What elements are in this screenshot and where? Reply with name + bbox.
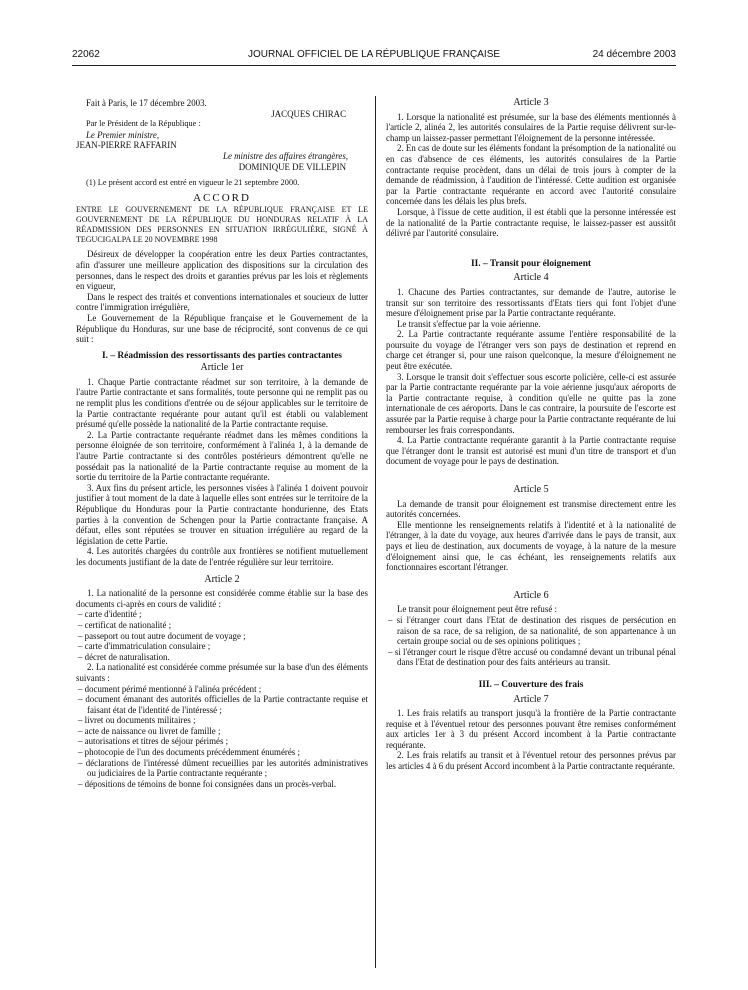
article-2-heading: Article 2 [204,573,240,585]
section-2-heading: II. – Transit pour éloignement [470,258,592,269]
article-4-para-3: 2. La Partie contractante requérante assume l'entière responsabilité de la poursuite du voyage de l'étranger vers son pays de destination et reprend en charge cet étranger si, pour une raison quelconque, la mesure d'éloignement ne peut être exécutée. [386,329,676,372]
column-divider [375,96,376,968]
list-item: – photocopie de l'un des documents précédemment énumérés ; [78,747,300,758]
page-header [72,49,676,63]
article-1-heading: Article 1er [200,362,244,374]
article-3-para-2: 2. En cas de doute sur les éléments fondant la présomption de la nationalité ou en cas d'absence de ces éléments, les autorités consulaires de la Partie contractante requise procèdent, dans un délai de trois jours à compter de la demande de réadmission, à l'audition de l'intéressé. Cette audition est organisée par la Partie contractante requérante en accord avec l'autorité consulaire concernée dans les délais les plus brefs. [386,143,676,207]
article-3-heading: Article 3 [513,97,549,108]
list-item: – décret de naturalisation. [78,651,170,662]
article-7-heading: Article 7 [513,693,549,705]
article-1-para-3: 3. Aux fins du présent article, les personnes visées à l'alinéa 1 doivent pouvoir justifier à tout moment de la date à laquelle elles sont entrées sur le territoire de la République du Honduras pour la Partie contractante hondurienne, des Etats parties à la convention de Schengen pour la Partie contractante française. A défaut, elles sont réputées se trouver en situation irrégulière au regard de la législation de cette Partie. [76,482,368,546]
pm-title: Le Premier ministre, [86,129,160,140]
preamble-3: Le Gouvernement de la République française et le Gouvernement de la République du Honduras, sur une base de réciprocité, sont convenus de ce qui suit : [76,312,368,345]
journal-title: JOURNAL OFFICIEL DE LA RÉPUBLIQUE FRANÇAISE [247,49,501,60]
article-7-para-2: 2. Les frais relatifs au transit et à l'éventuel retour des personnes prévus par les articles 4 à 6 du présent Accord incombent à la Partie contractante requérante. [386,750,676,772]
list-item: – acte de naissance ou livret de famille ; [78,725,221,736]
left-column [76,98,368,789]
list-item: – carte d'immatriculation consulaire ; [78,641,211,652]
article-2-para-2: 2. La nationalité est considérée comme présumée sur la base d'un des éléments suivants : [76,662,368,683]
list-item: – autorisations et titres de séjour périmés ; [78,736,229,747]
article-4-para-4: 3. Lorsque le transit doit s'effectuer sous escorte policière, celle-ci est assurée par la Partie contractante requérante par la voie aérienne jusqu'aux aéroports de la Partie contractante requise, à condition qu'elle ne quitte pas la zone internationale de ces aéroports. Dans le cas contraire, la poursuite de l'escorte est assurée par la Partie requise à charge pour la Partie contractante requérante de lui rembourser les frais correspondants. [386,371,676,435]
article-4-para-1: 1. Chacune des Parties contractantes, sur demande de l'autre, autorise le transit sur son territoire des ressortissants d'Etats tiers qui font l'objet d'une mesure d'éloignement prise par la Partie contractante requérante. [386,286,676,319]
article-1-para-2: 2. La Partie contractante requérante réadmet dans les mêmes conditions la personne éloignée de son territoire, conformément à l'alinéa 1, à la demande de l'autre Partie contractante si des contrôles postérieurs démontrent qu'elle ne possédait pas la nationalité de la Partie contractante requise au moment de la sortie du territoire de la Partie contractante requérante. [76,429,368,483]
article-6-list [386,615,676,668]
header-rule [72,65,676,66]
page-number: 22062 [72,49,100,60]
by-president: Par le Président de la République : [86,119,201,129]
right-column [386,98,676,772]
article-1-para-4: 4. Les autorités chargées du contrôle aux frontières se notifient mutuellement les documents justifiant de la date de l'entrée régulière sur leur territoire. [76,546,368,567]
list-item: – si l'étranger court le risque d'être accusé ou condamné devant un tribunal pénal dans l'Etat de destination pour des faits antérieurs au transit. [388,646,676,668]
list-item: – document émanant des autorités officielles de la Partie contractante requise et faisant état de l'identité de l'intéressé ; [78,694,368,715]
article-5-heading: Article 5 [513,484,549,495]
president-name: JACQUES CHIRAC [271,108,346,119]
pm-name: JEAN-PIERRE RAFFARIN [76,140,177,151]
list-item: – dépositions de témoins de bonne foi consignées dans un procès-verbal. [78,778,337,789]
section-3-heading: III. – Couverture des frais [478,679,584,690]
article-4-para-5: 4. La Partie contractante requérante garantit à la Partie contractante requise que l'étranger dont le transit est autorisé est muni d'un titre de transport et d'un document de voyage pour le pays de destination. [386,435,676,467]
signature-place-date: Fait à Paris, le 17 décembre 2003. [86,98,207,108]
article-5-para-1: La demande de transit pour éloignement est transmise directement entre les autorités concernées. [386,498,676,520]
accord-subtitle: ENTRE LE GOUVERNEMENT DE LA RÉPUBLIQUE FRANÇAISE ET LE GOUVERNEMENT DE LA RÉPUBLIQUE DU HONDURAS RELATIF À LA RÉADMISSION DES PERSONNES EN SITUATION IRRÉGULIÈRE, SIGNÉ À TEGUCIGALPA LE 20 NOVEMBRE 1998 [76,205,368,245]
list-item: – livret ou documents militaires ; [78,715,196,726]
preamble-2: Dans le respect des traités et conventions internationales et soucieux de lutter contre l'immigration irrégulière, [76,291,368,313]
article-5-para-2: Elle mentionne les renseignements relatifs à l'identité et à la nationalité de l'étranger, à la date du voyage, aux heures d'arrivée dans le pays de transit, aux pays et lieu de destination, aux documents de voyage, à la nature de la mesure d'éloignement ainsi que, le cas échéant, les renseignements relatifs aux fonctionnaires escortant l'étranger. [386,519,676,573]
section-1-heading: I. – Réadmission des ressortissants des parties contractantes [102,350,342,361]
article-2-list-2 [76,684,368,790]
article-6-heading: Article 6 [513,589,549,601]
list-item: – passeport ou tout autre document de voyage ; [78,630,246,641]
list-item: – déclarations de l'intéressé dûment recueillies par les autorités administratives ou judiciaires de la Partie contractante requérante ; [78,757,368,779]
article-2-para-1: 1. La nationalité de la personne est considérée comme établie sur la base des documents ci-après en cours de validité : [76,588,368,609]
article-3-para-1: 1. Lorsque la nationalité est présumée, sur la base des éléments mentionnés à l'article 2, alinéa 2, les autorités consulaires de la Partie requise délivrent sur-le-champ un laissez-passer permettant l'éloignement de la personne intéressée. [386,111,676,143]
minister-title: Le ministre des affaires étrangères, [223,150,348,161]
article-4-para-2: Le transit s'effectue par la voie aérienne. [397,318,541,329]
article-6-para-1: Le transit pour éloignement peut être refusé : [397,604,557,615]
list-item: – certificat de nationalité ; [78,619,172,630]
list-item: – document périmé mentionné à l'alinéa précédent ; [78,683,262,694]
article-1-para-1: 1. Chaque Partie contractante réadmet sur son territoire, à la demande de l'autre Partie contractante et sans formalités, toute personne qui ne remplit pas ou ne remplit plus les conditions d'entrée ou de séjour applicables sur le territoire de la Partie contractante requérante pour autant qu'il est établi ou valablement présumé qu'elle possède la nationalité de la Partie contractante requise. [76,376,368,430]
article-3-para-3: Lorsque, à l'issue de cette audition, il est établi que la personne intéressée est de la nationalité de la Partie contractante requise, le laissez-passer est aussitôt délivré par l'autorité consulaire. [386,206,676,239]
footnote: (1) Le présent accord est entré en vigueur le 21 septembre 2000. [86,178,300,188]
article-2-list-1 [76,609,368,662]
minister-name: DOMINIQUE DE VILLEPIN [238,161,346,172]
article-4-heading: Article 4 [513,272,549,284]
accord-title: ACCORD [193,191,251,204]
list-item: – carte d'identité ; [78,609,142,620]
article-7-para-1: 1. Les frais relatifs au transport jusqu'à la frontière de la Partie contractante requise et à l'éventuel retour des personnes pouvant être remises conformément aux articles 1er à 3 du présent Accord incombent à la Partie contractante requérante. [386,708,676,750]
issue-date: 24 décembre 2003 [592,49,676,60]
preamble-1: Désireux de développer la coopération entre les deux Parties contractantes, afin d'assurer une meilleure application des dispositions sur la circulation des personnes, dans le respect des droits et garanties prévus par les lois et règlements en vigueur, [76,249,368,292]
list-item: – si l'étranger court dans l'Etat de destination des risques de persécution en raison de sa race, de sa religion, de sa nationalité, de son appartenance à un certain groupe social ou de ses opinions politiques ; [388,614,676,647]
